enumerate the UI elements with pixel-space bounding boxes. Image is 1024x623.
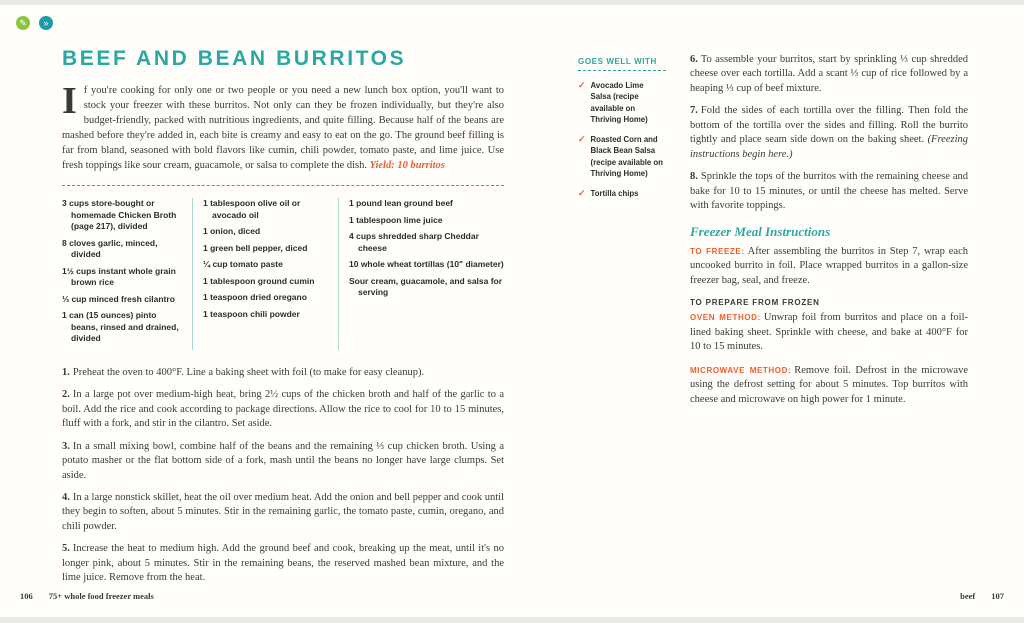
oven-method-label: OVEN METHOD:: [690, 313, 761, 323]
microwave-method-label: MICROWAVE METHOD:: [690, 365, 792, 375]
step-number: 6.: [690, 54, 698, 65]
intro-text: f you're cooking for only one or two people or you need a new lunch box option, you'll want to stock your freezer with these burritos. Not only can they be frozen individually, but they're also budget-friendly, packed with nutritious ingredients, and quite filling. Because half of the beans are mashed before they're added in, each bite is creamy and easy to eat on the go. The ground beef filling is far from bland, seasoned with bold flavors like cumin, chili powder, tomato paste, and lime juice. Use fresh toppings like sour cream, guacamole, or salsa to complete the dish.: [62, 85, 504, 171]
ingredient-item: ¼ cup tomato paste: [203, 259, 283, 270]
step-number: 8.: [690, 171, 698, 183]
step-text: In a large pot over medium-high heat, bring 2½ cups of the chicken broth and half of the garlic to a boil. Add the rice and cook according to package directions. Allow the rice to cool for 10 to 15 minutes, fluff with a fork, and stir in the cilantro. Set aside.: [62, 389, 504, 430]
step-text: In a large nonstick skillet, heat the oil over medium heat. Add the onion and bell pepper and cook until they begin to soften, about 5 minutes. Stir in the remaining garlic, the tomato paste, cumin, oregano, and chili powder.: [62, 491, 504, 532]
step-text: Increase the heat to medium high. Add the ground beef and cook, breaking up the meat, until it's no longer pink, about 5 minutes. Stir in the remaining beans, the reserved mashed bean mixture, and the lime juice. Remove from the heat.: [62, 543, 504, 584]
ingredient-item: 1 teaspoon chili powder: [203, 308, 300, 319]
oven-method-paragraph: [690, 311, 968, 354]
reader-toolbar: [16, 16, 53, 30]
recipe-title: BEEF AND BEAN BURRITOS: [62, 47, 407, 70]
ingredient-item: 1 onion, diced: [203, 226, 261, 237]
checkmark-icon: ✓: [578, 134, 586, 145]
goes-well-with-item: Avocado Lime Salsa (recipe available on Thriving Home): [590, 81, 648, 124]
page-number-right: 107: [991, 591, 1004, 601]
ingredient-item: 1½ cups instant whole grain brown rice: [62, 265, 176, 288]
checkmark-icon: ✓: [578, 80, 586, 90]
to-freeze-label: TO FREEZE:: [690, 246, 745, 256]
step-2: [62, 388, 504, 431]
ingredient-item: Sour cream, guacamole, and salsa for serving: [349, 275, 503, 298]
ingredients-list: [62, 198, 504, 349]
footer-right: [960, 591, 1004, 601]
chapter-label-footer: beef: [960, 591, 976, 601]
ingredient-item: 1 teaspoon dried oregano: [203, 292, 307, 303]
right-page: [690, 53, 968, 411]
fast-forward-icon[interactable]: [39, 16, 53, 30]
step-text: In a small mixing bowl, combine half of the beans and the remaining ⅓ cup chicken broth. Using a potato masher or the flat bottom side of a fork, mash until the beans no longer have large clumps. Set aside.: [62, 440, 504, 481]
freezer-instructions-heading: Freezer Meal Instructions: [690, 223, 831, 239]
instructions-steps-1-5: [62, 366, 504, 586]
goes-well-with-item: Tortilla chips: [590, 189, 639, 199]
yield-text: Yield: 10 burritos: [369, 159, 445, 171]
double-arrow-icon: »: [43, 17, 49, 28]
step-text: Preheat the oven to 400°F. Line a baking sheet with foil (to make for easy cleanup).: [72, 366, 425, 378]
ingredient-item: ⅓ cup minced fresh cilantro: [62, 293, 175, 304]
ingredient-item: 1 can (15 ounces) pinto beans, rinsed and drained, divided: [62, 310, 179, 344]
dashed-divider: [62, 185, 504, 186]
cookbook-spread: [0, 5, 1024, 617]
goes-well-with-sidebar: [578, 57, 666, 209]
ingredient-item: 1 green bell pepper, diced: [203, 242, 308, 253]
ingredients-column-3: [338, 198, 504, 349]
checkmark-icon: ✓: [578, 188, 586, 199]
step-8: [690, 170, 968, 213]
page-number-left: 106: [20, 591, 33, 601]
step-number: 7.: [690, 105, 698, 117]
ingredient-item: 1 tablespoon olive oil or avocado oil: [203, 198, 301, 220]
step-text: To assemble your burritos, start by sprinkling ⅓ cup shredded cheese over each tortilla. Add a scant ⅓ cup of rice followed by a heaping ⅓ cup of beef mixture.: [690, 54, 968, 94]
step-5: [62, 542, 504, 585]
step-number: 2.: [62, 389, 70, 401]
step-italic-note: (Freezing instructions begin here.): [690, 134, 968, 160]
edit-icon[interactable]: [16, 16, 30, 30]
ingredient-item: 1 tablespoon ground cumin: [203, 275, 315, 286]
list-item: [578, 80, 666, 125]
footer-left: [20, 591, 154, 601]
step-7: [690, 104, 968, 162]
list-item: [578, 134, 666, 179]
ingredients-column-2: [192, 198, 338, 349]
step-number: 5.: [62, 543, 70, 555]
drop-cap: I: [62, 80, 77, 122]
ingredient-item: 4 cups shredded sharp Cheddar cheese: [349, 231, 479, 253]
to-freeze-paragraph: [690, 245, 968, 288]
step-number: 3.: [62, 440, 70, 452]
prepare-from-frozen-heading: TO PREPARE FROM FROZEN: [690, 298, 820, 308]
step-6: [690, 53, 968, 96]
step-text: Sprinkle the tops of the burritos with the remaining cheese and bake for 10 to 15 minutes, or until the cheese has melted. Serve with favorite toppings.: [690, 171, 968, 212]
step-number: 4.: [62, 491, 70, 503]
step-3: [62, 440, 504, 483]
ingredient-item: 8 cloves garlic, minced, divided: [62, 237, 158, 260]
ingredient-item: 1 pound lean ground beef: [349, 198, 453, 209]
goes-well-with-heading: GOES WELL WITH: [578, 57, 666, 71]
ingredients-column-1: [62, 198, 192, 349]
ingredient-item: 1 tablespoon lime juice: [349, 214, 443, 225]
book-title-footer: 75+ whole food freezer meals: [48, 591, 154, 601]
recipe-intro: [62, 80, 504, 173]
ingredient-item: 3 cups store-bought or homemade Chicken Broth (page 217), divided: [62, 198, 177, 232]
step-1: [62, 366, 504, 380]
list-item: [578, 188, 666, 199]
microwave-method-text: Remove foil. Defrost in the microwave using the defrost setting for about 5 minutes. Top burritos with cheese and microwave on high power for 1 minute.: [690, 364, 968, 405]
to-freeze-text: After assembling the burritos in Step 7, wrap each uncooked burrito in foil. Place wrapped burritos in a gallon-size freezer bag, seal, and freeze.: [690, 245, 968, 286]
ingredient-item: 10 whole wheat tortillas (10" diameter): [349, 259, 504, 270]
oven-method-text: Unwrap foil from burritos and place on a foil-lined baking sheet. Sprinkle with cheese, and bake at 400°F for 10 to 15 minutes.: [690, 312, 968, 353]
step-text: Fold the sides of each tortilla over the filling. Then fold the bottom of the tortilla over the sides and filling. Roll the burrito tightly and place seam side down on the baking sheet.: [690, 105, 968, 146]
microwave-method-paragraph: [690, 364, 968, 407]
goes-well-with-item: Roasted Corn and Black Bean Salsa (recipe available on Thriving Home): [590, 135, 663, 179]
step-number: 1.: [62, 366, 70, 378]
step-4: [62, 491, 504, 534]
left-page: [62, 47, 504, 594]
pencil-icon: ✎: [19, 17, 27, 28]
